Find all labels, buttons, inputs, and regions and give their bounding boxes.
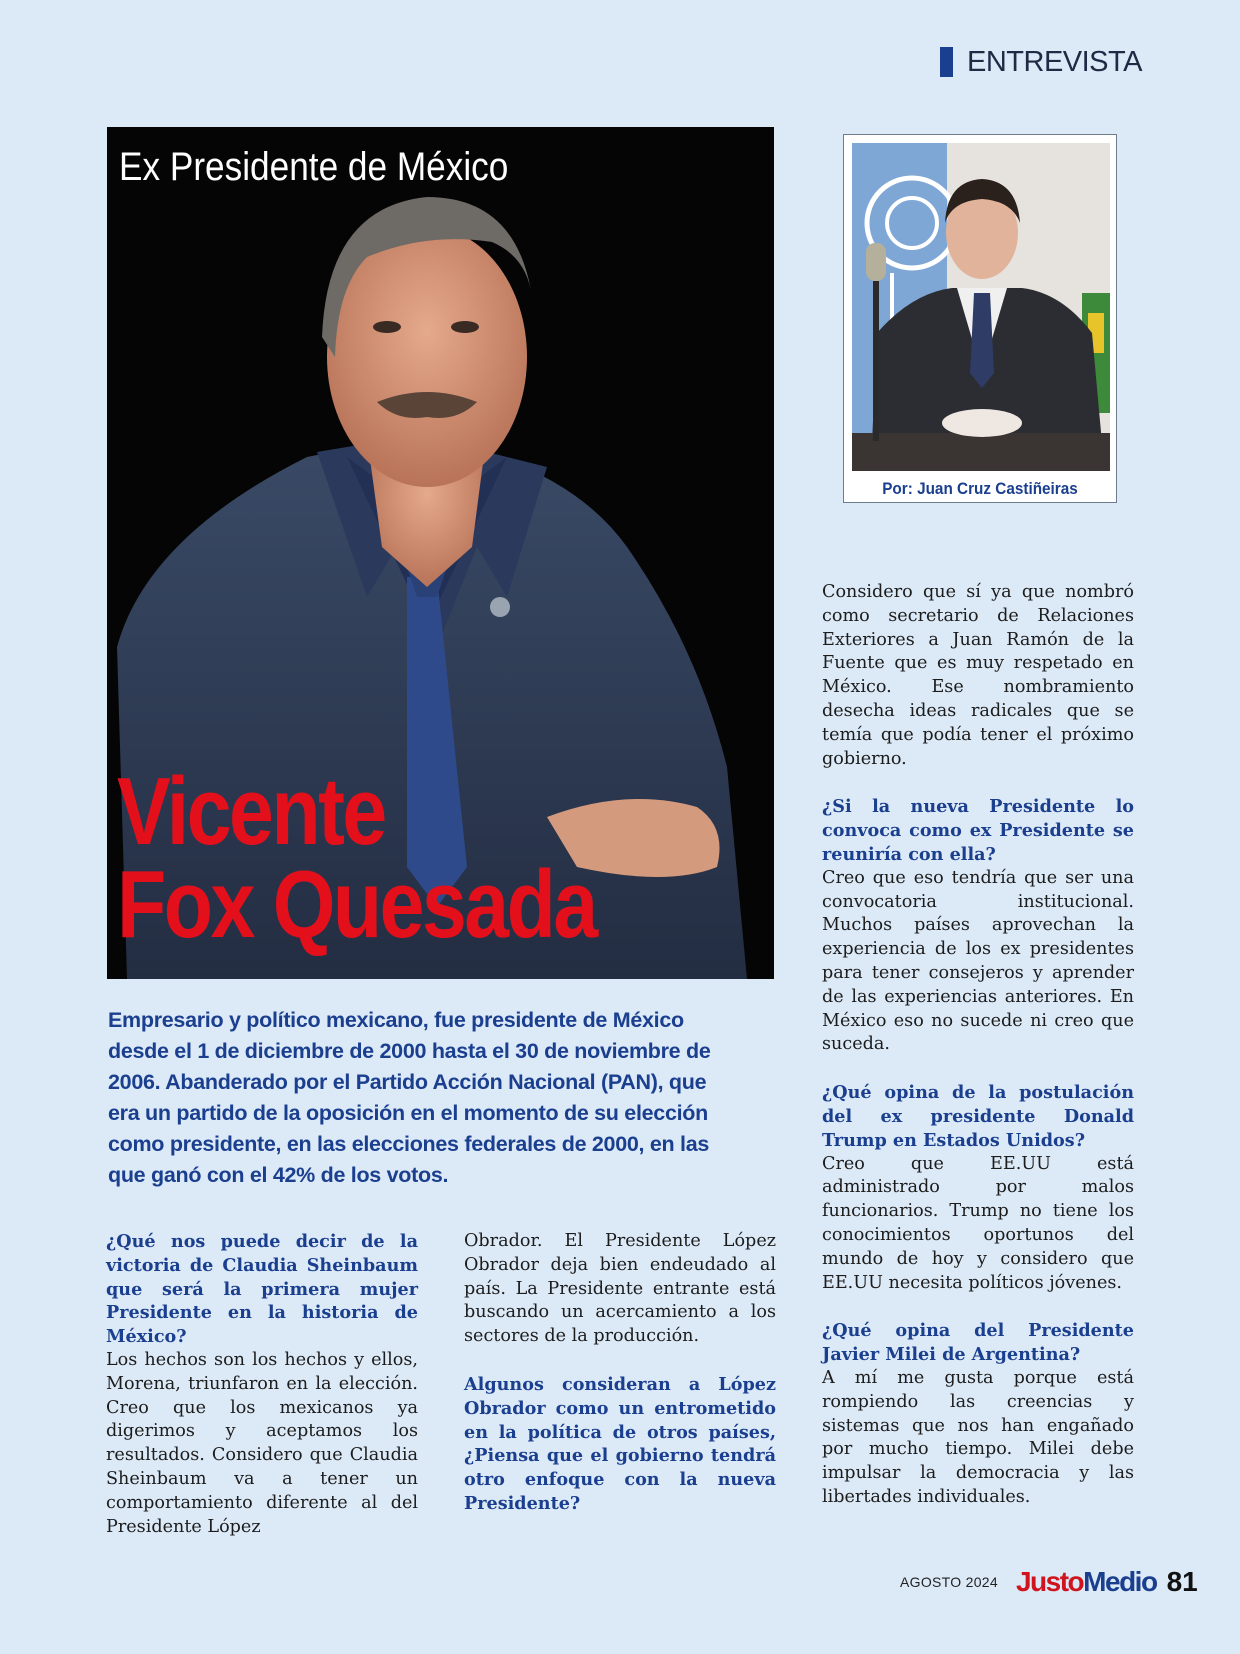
lead-text: Empresario y político mexicano, fue presidente de México desde el 1 de diciembre de 2000 hasta el 30 de noviembre de 2006. Abanderado por el Partido Acción Nacional (PAN), que era un partido de la oposición en el momento de su elección como presidente, en las elecciones federales de 2000, en las que ganó con el 42% de los votos. bbox=[108, 1008, 711, 1187]
author-photo-illustration bbox=[852, 143, 1110, 471]
article-column-1 bbox=[106, 1230, 418, 1539]
page-footer bbox=[900, 1564, 1198, 1600]
logo-part-medio: Medio bbox=[1083, 1566, 1157, 1597]
hero-photo bbox=[107, 127, 774, 979]
author-portrait bbox=[843, 134, 1117, 503]
issue-date: AGOSTO 2024 bbox=[900, 1574, 998, 1590]
logo-part-justo: Justo bbox=[1015, 1566, 1084, 1597]
paragraph-gap bbox=[822, 1057, 1134, 1081]
lead-summary bbox=[108, 1005, 738, 1191]
answer-1: Los hechos son los hechos y ellos, Morena, triunfaron en la elección. Creo que los mexicanos ya digerimos y aceptamos los resultados. Considero que Claudia Sheinbaum va a tener un comportamiento diferente al del Presidente López bbox=[106, 1349, 418, 1537]
paragraph-gap bbox=[822, 1295, 1134, 1319]
section-tag-bar bbox=[940, 47, 953, 77]
paragraph-gap bbox=[464, 1349, 776, 1373]
section-tag bbox=[940, 44, 1142, 80]
article-column-3 bbox=[822, 581, 1134, 1510]
answer-2: Considero que sí ya que nombró como secretario de Relaciones Exteriores a Juan Ramón de la Fuente que es muy respetado en México. Ese nombramiento desecha ideas radicales que se temía que podía tener el próximo gobierno. bbox=[822, 582, 1134, 769]
article-column-2 bbox=[464, 1230, 776, 1516]
question-1: ¿Qué nos puede decir de la victoria de Claudia Sheinbaum que será la primera mujer Presidente en la historia de México? bbox=[106, 1231, 418, 1348]
page-number: 81 bbox=[1166, 1566, 1198, 1597]
section-label: ENTREVISTA bbox=[967, 45, 1142, 78]
hero-name-line1: Vicente bbox=[117, 758, 385, 865]
question-4: ¿Qué opina de la postulación del ex presidente Donald Trump en Estados Unidos? bbox=[822, 1082, 1134, 1151]
hero-name-line2: Fox Quesada bbox=[117, 851, 596, 958]
paragraph-gap bbox=[822, 771, 1134, 795]
question-3: ¿Si la nueva Presidente lo convoca como ex Presidente se reuniría con ella? bbox=[822, 796, 1134, 865]
answer-3: Creo que eso tendría que ser una convocatoria institucional. Muchos países aprovechan la experiencia de los ex presidentes para tener consejeros y aprender de las experiencias anteriores. En México eso no sucede ni creo que suceda. bbox=[822, 867, 1134, 1055]
answer-1-continued: Obrador. El Presidente López Obrador deja bien endeudado al país. La Presidente entrante está buscando un acercamiento a los sectores de la producción. bbox=[464, 1231, 776, 1347]
answer-5: A mí me gusta porque está rompiendo las creencias y sistemas que nos han engañado por mucho tiempo. Milei debe impulsar la democracia y las libertades individuales. bbox=[822, 1367, 1134, 1507]
magazine-logo bbox=[1016, 1566, 1157, 1598]
question-5: ¿Qué opina del Presidente Javier Milei de Argentina? bbox=[822, 1320, 1134, 1366]
answer-4: Creo que EE.UU está administrado por malos funcionarios. Trump no tiene los conocimientos oportunos del mundo de hoy y considero que EE.UU necesita políticos jóvenes. bbox=[822, 1153, 1134, 1293]
question-2: Algunos consideran a López Obrador como un entrometido en la política de otros países, ¿Piensa que el gobierno tendrá otro enfoque con la nueva Presidente? bbox=[464, 1373, 776, 1514]
hero-kicker: Ex Presidente de México bbox=[119, 145, 509, 189]
author-credit: Por: Juan Cruz Castiñeiras bbox=[882, 479, 1078, 498]
